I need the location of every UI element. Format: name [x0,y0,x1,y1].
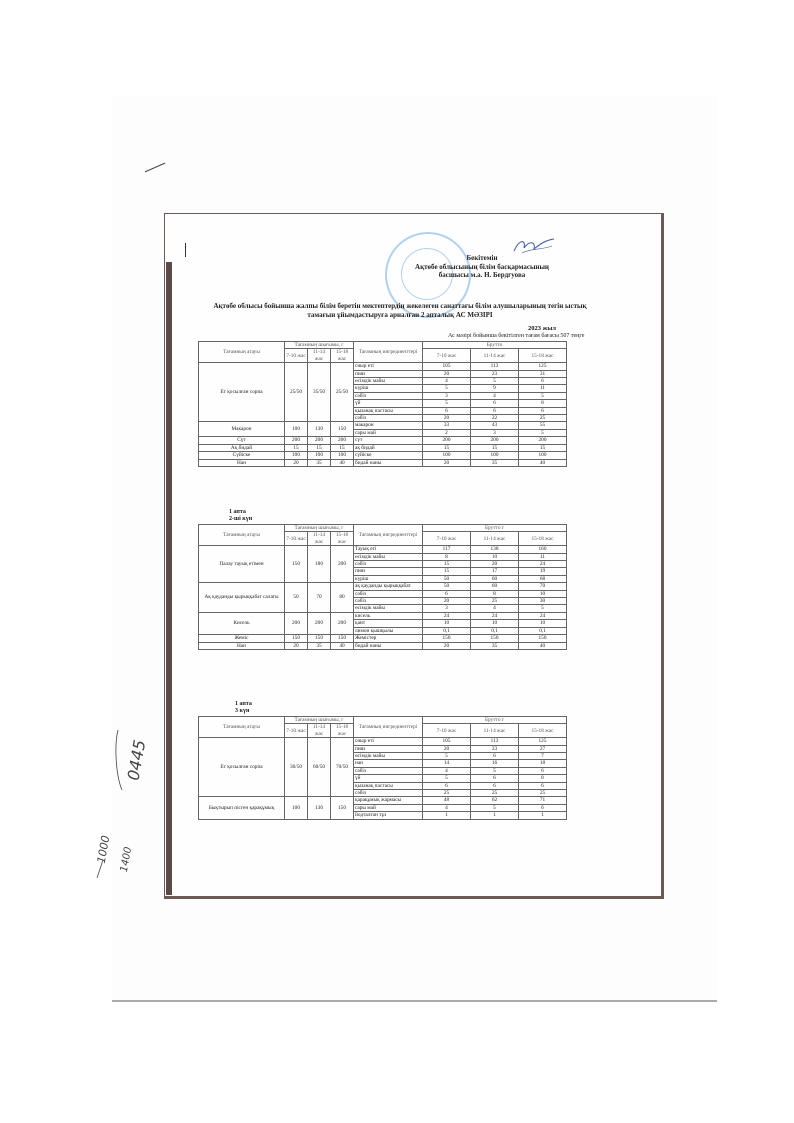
brutto-7-10: 15 [423,568,471,575]
brutto-11-14: 60 [471,575,519,582]
brutto-11-14: 23 [471,370,519,377]
table-row [199,797,567,804]
day2-label [229,509,252,523]
brutto-15-18: 10 [519,590,567,597]
brutto-11-14: 22 [471,415,519,422]
portion-p3: 80 [331,583,354,613]
brutto-15-18: 24 [519,561,567,568]
frame-left-edge [166,262,172,895]
document-year: 2023 жыл [528,325,557,332]
header-dish: Тағамның атауы [199,525,285,546]
portion-p2: 180 [308,546,331,583]
ingredient-name: үй [354,775,423,782]
ingredient-name: өсімдік майы [354,753,423,760]
brutto-15-18: 31 [519,370,567,377]
brutto-11-14: 62 [471,797,519,804]
brutto-7-10: 20 [423,642,471,649]
portion-p2: 15 [308,444,331,451]
day3-label [235,701,252,715]
brutto-11-14: 15 [471,444,519,451]
portion-p3: 150 [331,797,354,819]
brutto-7-10: 14 [423,760,471,767]
header-age-11-14: 11-14 жас [308,349,331,363]
brutto-15-18: 19 [519,568,567,575]
brutto-15-18: 125 [519,363,567,370]
brutto-15-18: 10 [519,620,567,627]
dish-name: Ет қосылған сорпа [199,363,285,422]
week-label: 1 апта [229,509,246,515]
dish-name: Макарон [199,422,285,437]
brutto-15-18: 70 [519,583,567,590]
brutto-15-18: 40 [519,642,567,649]
approval-organization: Ақтөбе облысының білім басқармасының [415,262,549,271]
brutto-7-10: 10 [423,620,471,627]
brutto-11-14: 35 [471,459,519,466]
dish-name: Палау тауық етімен [199,546,285,583]
ingredient-name: Тауық еті [354,546,423,553]
header-brutto: Брутто [423,342,567,349]
handwritten-number [112,726,160,794]
brutto-7-10: 20 [423,370,471,377]
portion-p2: 130 [308,797,331,819]
dish-name: Нан [199,459,285,466]
ingredient-name: пияз [354,370,423,377]
brutto-7-10: 33 [423,422,471,429]
ingredient-name: сәбіз [354,767,423,774]
brutto-11-14: 25 [471,790,519,797]
brutto-7-10: 5 [423,775,471,782]
header-brutto-15-18: 15-18 жас [519,532,567,546]
header-brutto-15-18: 15-18 жас [519,349,567,363]
header-brutto-11-14: 11-14 жас [471,724,519,738]
brutto-15-18: 125 [519,738,567,745]
brutto-15-18: 6 [519,804,567,811]
brutto-11-14: 200 [471,437,519,444]
handwritten-note-2: 1400 [118,846,135,874]
header-age-15-18: 15-18 жас [331,532,354,546]
portion-p1: 20 [285,459,308,466]
brutto-11-14: 3 [471,429,519,436]
table-row [199,437,567,444]
dish-name: Жеміс [199,635,285,642]
portion-p1: 50 [285,583,308,613]
brutto-15-18: 7 [519,753,567,760]
brutto-15-18: 11 [519,553,567,560]
brutto-11-14: 6 [471,407,519,414]
brutto-7-10: 6 [423,782,471,789]
brutto-11-14: 6 [471,782,519,789]
table-row [199,583,567,590]
portion-p3: 150 [331,422,354,437]
ingredient-name: қант [354,620,423,627]
dish-name: Нан [199,642,285,649]
brutto-15-18: 55 [519,422,567,429]
brutto-11-14: 0,1 [471,627,519,634]
portion-p3: 100 [331,452,354,459]
brutto-15-18: 25 [519,790,567,797]
header-brutto-7-10: 7-10 жас [423,724,471,738]
portion-p2: 35 [308,642,331,649]
brutto-15-18: 8 [519,400,567,407]
ingredient-name: сәбіз [354,590,423,597]
brutto-7-10: 5 [423,385,471,392]
brutto-15-18: 100 [519,452,567,459]
brutto-11-14: 113 [471,738,519,745]
brutto-7-10: 20 [423,598,471,605]
ingredient-name: қарақұмық жармасы [354,797,423,804]
portion-p3: 40 [331,459,354,466]
ingredient-name: нан [354,760,423,767]
brutto-11-14: 35 [471,642,519,649]
brutto-7-10: 5 [423,400,471,407]
portion-p2: 100 [308,452,331,459]
ingredient-name: сүт [354,437,423,444]
portion-p1: 200 [285,437,308,444]
day3-menu-table [198,716,567,820]
brutto-7-10: 4 [423,767,471,774]
handwritten-notes [93,800,139,896]
portion-p3: 150 [331,635,354,642]
portion-p2: 35/50 [308,363,331,422]
ingredient-name: йодталған тұз [354,812,423,819]
portion-p3: 40 [331,642,354,649]
brutto-7-10: 6 [423,590,471,597]
brutto-7-10: 25 [423,790,471,797]
portion-p1: 15 [285,444,308,451]
header-age-7-10: 7-10 жас [285,724,308,738]
portion-p3: 200 [331,546,354,583]
brutto-7-10: 4 [423,378,471,385]
dish-name: Ет қосылған сорпа [199,738,285,797]
brutto-7-10: 1 [423,812,471,819]
header-dish: Тағамның атауы [199,717,285,738]
portion-p1: 20 [285,642,308,649]
day-label-text: 3 күн [235,708,250,714]
dish-name: Сүйіске [199,452,285,459]
brutto-11-14: 138 [471,546,519,553]
brutto-15-18: 150 [519,635,567,642]
dish-name: Ақ қауданды қырыққабат салаты [199,583,285,613]
portion-p2: 200 [308,437,331,444]
brutto-7-10: 8 [423,553,471,560]
portion-p3: 25/50 [331,363,354,422]
brutto-15-18: 5 [519,429,567,436]
brutto-11-14: 113 [471,363,519,370]
header-brutto-11-14: 11-14 жас [471,532,519,546]
brutto-11-14: 5 [471,767,519,774]
brutto-15-18: 27 [519,745,567,752]
ingredient-name: бидай наны [354,459,423,466]
brutto-15-18: 71 [519,797,567,804]
brutto-7-10: 50 [423,575,471,582]
brutto-11-14: 43 [471,422,519,429]
portion-p3: 15 [331,444,354,451]
brutto-11-14: 4 [471,605,519,612]
header-brutto-7-10: 7-10 жас [423,532,471,546]
brutto-11-14: 8 [471,590,519,597]
brutto-15-18: 24 [519,612,567,619]
brutto-7-10: 20 [423,745,471,752]
table-row [199,612,567,619]
ingredient-name: сиыр еті [354,363,423,370]
day1-menu-table [198,341,567,467]
header-portion: Тағамның шығымы, г [285,525,354,532]
brutto-15-18: 160 [519,546,567,553]
ingredient-name: өсімдік майы [354,553,423,560]
brutto-15-18: 6 [519,782,567,789]
portion-p3: 200 [331,437,354,444]
portion-p2: 130 [308,422,331,437]
brutto-15-18: 5 [519,392,567,399]
brutto-11-14: 16 [471,760,519,767]
approval-signatory: басшысы м.а. Н. Бердгуова [438,271,526,279]
document-title: Ақтөбе облысы бойынша жалпы білім беретін мектептердің жекелеген санаттағы білім алушыларының тегін ыстық тамағын ұйымдастыруға арналған 2 апталық АС МӘЗІРІ [213,302,587,319]
brutto-11-14: 1 [471,812,519,819]
ingredient-name: макарон [354,422,423,429]
portion-p1: 25/50 [285,363,308,422]
ingredient-name: қызанақ пастасы [354,782,423,789]
brutto-7-10: 24 [423,612,471,619]
ingredient-name: сиыр еті [354,738,423,745]
week-label: 1 апта [235,701,252,707]
brutto-15-18: 11 [519,385,567,392]
header-age-11-14: 11-14 жас [308,532,331,546]
brutto-11-14: 17 [471,568,519,575]
brutto-7-10: 15 [423,444,471,451]
brutto-15-18: 25 [519,415,567,422]
approval-heading: Бекітемін [466,254,498,262]
signature [512,236,556,256]
table-row [199,452,567,459]
ingredient-name: сәбіз [354,598,423,605]
header-age-15-18: 15-18 жас [331,724,354,738]
price-line: Ас мәзірі бойынша бекітілген тағам бағасы 507 теңге [448,333,585,339]
header-ingredients: Тағамның ингредиенттері [354,342,423,363]
header-age-7-10: 7-10 жас [285,349,308,363]
header-brutto-11-14: 11-14 жас [471,349,519,363]
brutto-15-18: 68 [519,575,567,582]
portion-p1: 150 [285,635,308,642]
brutto-11-14: 24 [471,612,519,619]
header-brutto: Брутто г [423,717,567,724]
brutto-11-14: 100 [471,452,519,459]
ingredient-name: үй [354,400,423,407]
brutto-7-10: 2 [423,429,471,436]
ingredient-name: сәбіз [354,392,423,399]
brutto-11-14: 9 [471,385,519,392]
brutto-11-14: 6 [471,753,519,760]
brutto-11-14: 10 [471,553,519,560]
brutto-7-10: 6 [423,407,471,414]
ingredient-name: күріш [354,575,423,582]
header-ingredients: Тағамның ингредиенттері [354,525,423,546]
handwritten-number-text: 0445 [123,738,150,782]
ingredient-name: сары май [354,429,423,436]
brutto-7-10: 20 [423,459,471,466]
ingredient-name: өсімдік майы [354,378,423,385]
ingredient-name: сәбіз [354,561,423,568]
table-row [199,444,567,451]
portion-p2: 35 [308,459,331,466]
portion-p2: 150 [308,635,331,642]
portion-p1: 150 [285,546,308,583]
ingredient-name: сәбіз [354,415,423,422]
brutto-7-10: 15 [423,561,471,568]
ingredient-name: Жемістер [354,635,423,642]
header-brutto-7-10: 7-10 жас [423,349,471,363]
header-age-11-14: 11-14 жас [308,724,331,738]
brutto-11-14: 25 [471,598,519,605]
ingredient-name: пияз [354,568,423,575]
brutto-7-10: 3 [423,605,471,612]
brutto-11-14: 6 [471,775,519,782]
ingredient-name: сүйіске [354,452,423,459]
portion-p3: 200 [331,612,354,634]
brutto-11-14: 23 [471,745,519,752]
brutto-7-10: 48 [423,797,471,804]
table-row [199,459,567,466]
dish-name: Бықтырып пісген қарақұмық [199,797,285,819]
portion-p1: 100 [285,797,308,819]
brutto-15-18: 40 [519,459,567,466]
portion-p1: 100 [285,452,308,459]
day2-menu-table [198,524,567,650]
header-age-7-10: 7-10 жас [285,532,308,546]
brutto-11-14: 5 [471,804,519,811]
brutto-15-18: 8 [519,775,567,782]
ingredient-name: пияз [354,745,423,752]
brutto-15-18: 15 [519,444,567,451]
pen-tick [185,243,186,257]
ingredient-name: қызанақ пастасы [354,407,423,414]
header-brutto-15-18: 15-18 жас [519,724,567,738]
brutto-7-10: 200 [423,437,471,444]
brutto-7-10: 0,1 [423,627,471,634]
brutto-11-14: 6 [471,400,519,407]
portion-p3: 70/50 [331,738,354,797]
brutto-7-10: 105 [423,738,471,745]
day-label-text: 2-ші күн [229,516,253,522]
brutto-15-18: 1 [519,812,567,819]
ingredient-name: ақ қауданды қырыққабат [354,583,423,590]
dish-name: Сүт [199,437,285,444]
ingredient-name: бидай наны [354,642,423,649]
brutto-15-18: 18 [519,760,567,767]
table-row [199,635,567,642]
brutto-15-18: 5 [519,605,567,612]
brutto-7-10: 3 [423,392,471,399]
brutto-11-14: 10 [471,620,519,627]
brutto-11-14: 5 [471,378,519,385]
portion-p2: 70 [308,583,331,613]
ingredient-name: өсімдік майы [354,605,423,612]
brutto-7-10: 100 [423,452,471,459]
brutto-15-18: 6 [519,378,567,385]
header-brutto: Брутто г [423,525,567,532]
table-row [199,642,567,649]
handwritten-note-1: 1000 [94,834,113,865]
brutto-11-14: 150 [471,635,519,642]
brutto-11-14: 4 [471,392,519,399]
brutto-7-10: 5 [423,753,471,760]
table-row [199,422,567,429]
table-row [199,363,567,370]
portion-p1: 200 [285,612,308,634]
header-age-15-18: 15-18 жас [331,349,354,363]
dish-name: Кисель [199,612,285,634]
brutto-15-18: 30 [519,598,567,605]
brutto-7-10: 117 [423,546,471,553]
table-row [199,738,567,745]
portion-p1: 100 [285,422,308,437]
brutto-11-14: 20 [471,561,519,568]
ingredient-name: сары май [354,804,423,811]
brutto-15-18: 0,1 [519,627,567,634]
brutto-7-10: 105 [423,363,471,370]
portion-p1: 30/50 [285,738,308,797]
portion-p2: 60/50 [308,738,331,797]
ingredient-name: сәбіз [354,790,423,797]
portion-p2: 200 [308,612,331,634]
header-portion: Тағамның шығымы, г [285,342,354,349]
brutto-15-18: 6 [519,767,567,774]
brutto-15-18: 6 [519,407,567,414]
ingredient-name: ақ бидай [354,444,423,451]
header-portion: Тағамның шығымы, г [285,717,354,724]
brutto-11-14: 60 [471,583,519,590]
table-row [199,546,567,553]
ingredient-name: лимон қышқылы [354,627,423,634]
ingredient-name: күріш [354,385,423,392]
brutto-7-10: 50 [423,583,471,590]
header-ingredients: Тағамның ингредиенттері [354,717,423,738]
ingredient-name: кисель [354,612,423,619]
header-dish: Тағамның атауы [199,342,285,363]
brutto-7-10: 4 [423,804,471,811]
brutto-7-10: 150 [423,635,471,642]
brutto-15-18: 200 [519,437,567,444]
approval-block [382,254,582,280]
dish-name: Ақ бидай [199,444,285,451]
brutto-7-10: 20 [423,415,471,422]
